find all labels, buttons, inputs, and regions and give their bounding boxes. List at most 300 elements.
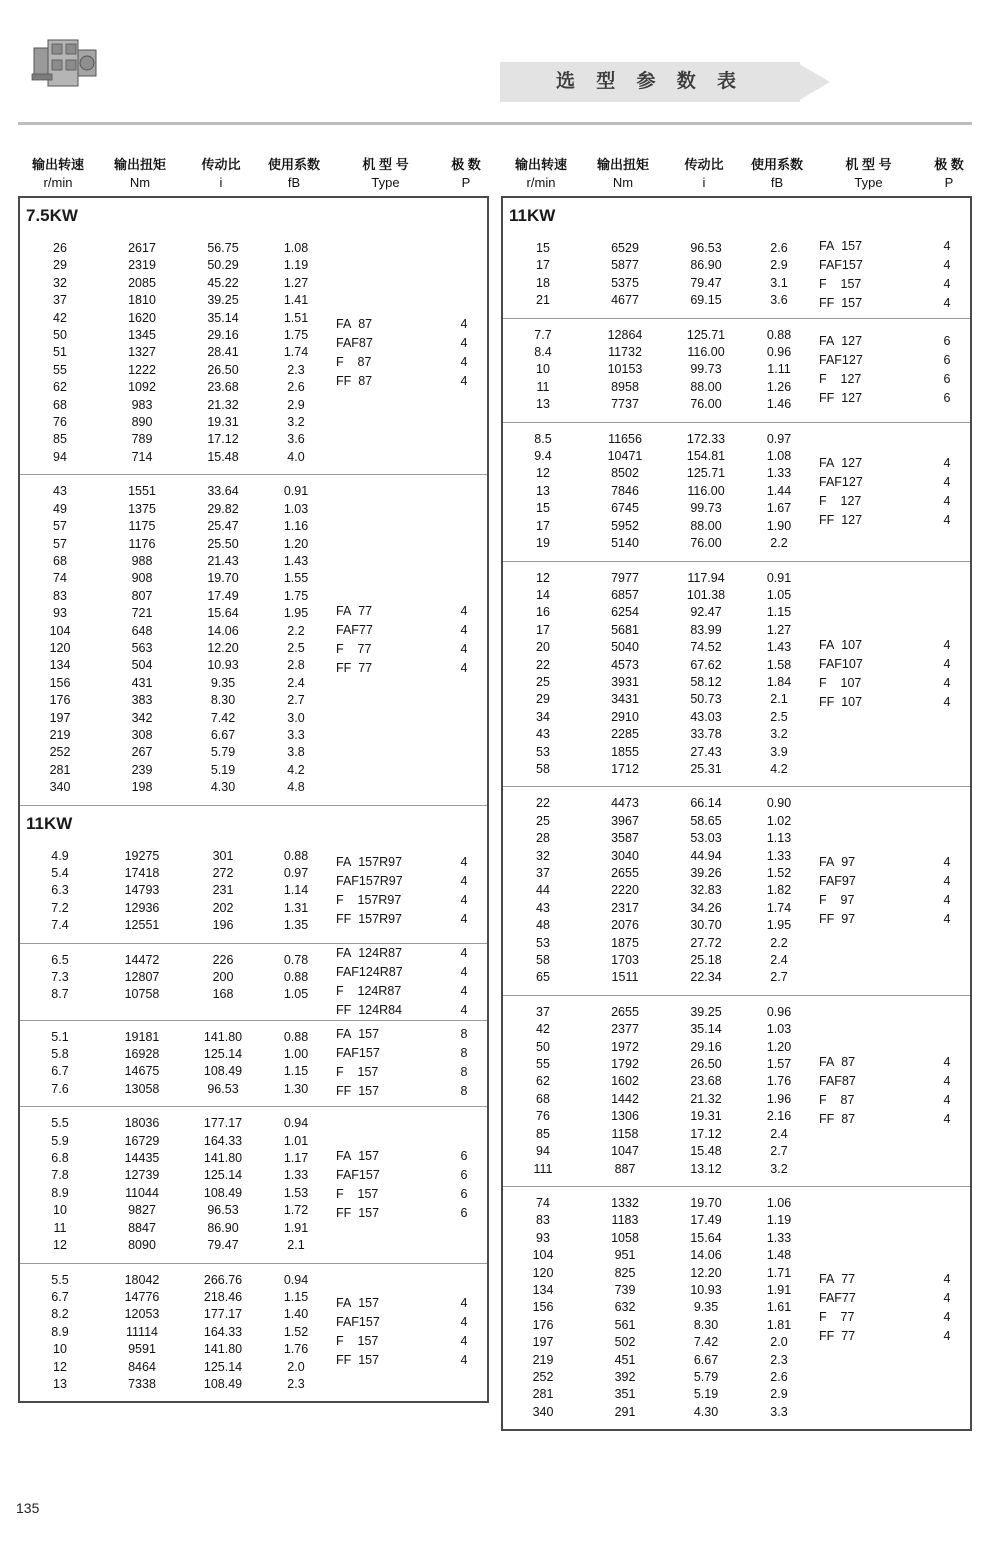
data-table xyxy=(501,196,972,1431)
cell-poles: 8 xyxy=(460,1046,468,1061)
cell-torque: 988 xyxy=(131,553,153,568)
cell-rpm: 252 xyxy=(532,1369,554,1384)
cell-type: FA 97 xyxy=(819,855,856,870)
cell-ratio: 5.19 xyxy=(210,762,236,777)
cell-torque: 4677 xyxy=(611,293,639,308)
cell-ratio: 25.18 xyxy=(690,953,722,968)
cell-rpm: 55 xyxy=(53,362,67,377)
cell-ratio: 76.00 xyxy=(690,397,722,412)
cell-torque: 807 xyxy=(131,588,153,603)
table-row xyxy=(20,397,330,414)
group-numbers xyxy=(503,319,813,422)
table-row xyxy=(20,257,330,274)
cell-rpm: 51 xyxy=(53,345,67,360)
cell-service-factor: 3.8 xyxy=(287,745,305,760)
cell-torque: 7846 xyxy=(611,483,639,498)
cell-service-factor: 1.52 xyxy=(283,1324,309,1339)
cell-torque: 7737 xyxy=(611,397,639,412)
cell-torque: 1855 xyxy=(611,744,639,759)
table-row xyxy=(20,1341,330,1358)
cell-poles: 4 xyxy=(460,1353,468,1368)
cell-ratio: 101.38 xyxy=(686,587,726,602)
cell-rpm: 6.8 xyxy=(51,1151,69,1166)
data-group xyxy=(503,1187,970,1429)
cell-ratio: 39.26 xyxy=(690,866,722,880)
cell-poles: 4 xyxy=(460,874,468,889)
cell-ratio: 14.06 xyxy=(690,1248,722,1263)
cell-torque: 18042 xyxy=(124,1272,160,1287)
cell-torque: 1345 xyxy=(128,328,156,343)
cell-rpm: 8.9 xyxy=(51,1324,69,1339)
cell-rpm: 13 xyxy=(536,483,550,498)
type-list xyxy=(330,1025,441,1101)
table-row xyxy=(503,1299,813,1316)
cell-rpm: 83 xyxy=(536,1213,550,1228)
cell-service-factor: 1.05 xyxy=(766,587,792,602)
cell-type: FA 124R87 xyxy=(336,945,403,960)
cell-service-factor: 1.00 xyxy=(283,1047,309,1062)
cell-service-factor: 0.88 xyxy=(283,1029,309,1044)
table-row xyxy=(20,431,330,448)
table-row xyxy=(503,1247,813,1264)
cell-ratio: 34.26 xyxy=(690,900,722,915)
cell-ratio: 17.12 xyxy=(690,1126,722,1141)
cell-rpm: 76 xyxy=(536,1109,550,1124)
cell-torque: 2377 xyxy=(611,1022,639,1037)
cell-ratio: 26.50 xyxy=(207,362,239,377)
cell-service-factor: 3.0 xyxy=(287,710,305,725)
cell-service-factor: 1.20 xyxy=(283,536,309,551)
cell-service-factor: 2.8 xyxy=(287,658,305,673)
cell-service-factor: 1.13 xyxy=(766,831,792,846)
cell-rpm: 68 xyxy=(53,397,67,412)
cell-service-factor: 2.9 xyxy=(287,397,305,412)
table-row xyxy=(503,483,813,500)
cell-service-factor: 2.7 xyxy=(287,693,305,708)
cell-torque: 648 xyxy=(131,623,153,638)
cell-service-factor: 1.95 xyxy=(283,606,309,621)
cell-service-factor: 0.88 xyxy=(766,327,792,342)
cell-service-factor: 1.72 xyxy=(283,1203,309,1218)
cell-torque: 19275 xyxy=(124,848,160,863)
cell-ratio: 39.25 xyxy=(207,293,239,308)
cell-type: FAF87 xyxy=(819,1073,856,1088)
cell-service-factor: 1.19 xyxy=(283,258,309,273)
cell-torque: 1092 xyxy=(128,380,156,395)
cell-torque: 2076 xyxy=(611,918,639,933)
cell-torque: 6745 xyxy=(611,501,639,516)
cell-type: FF 157 xyxy=(819,295,863,310)
group-types xyxy=(813,319,970,422)
cell-service-factor: 1.03 xyxy=(766,1022,792,1037)
cell-torque: 11114 xyxy=(126,1324,158,1339)
cell-type: FA 157R97 xyxy=(336,855,403,870)
cell-service-factor: 1.17 xyxy=(283,1151,309,1166)
pole-list xyxy=(441,1294,487,1370)
cell-service-factor: 1.01 xyxy=(283,1133,309,1148)
table-row xyxy=(503,813,813,830)
pole-list xyxy=(924,853,970,929)
group-numbers xyxy=(20,232,330,474)
cell-rpm: 74 xyxy=(536,1195,550,1210)
cell-rpm: 6.5 xyxy=(51,952,69,967)
type-list xyxy=(330,1294,441,1370)
cell-torque: 8502 xyxy=(611,466,639,481)
table-row xyxy=(20,344,330,361)
cell-torque: 1175 xyxy=(128,519,156,534)
cell-service-factor: 1.82 xyxy=(766,883,792,898)
cell-type: FA 87 xyxy=(819,1054,856,1069)
cell-poles: 4 xyxy=(460,317,468,332)
table-row xyxy=(503,726,813,743)
table-row xyxy=(503,518,813,535)
cell-ratio: 9.35 xyxy=(210,675,236,690)
cell-torque: 383 xyxy=(131,693,153,708)
cell-torque: 1792 xyxy=(611,1057,639,1072)
table-row xyxy=(503,1282,813,1299)
cell-ratio: 4.30 xyxy=(693,1404,719,1419)
type-list xyxy=(330,602,441,678)
cell-service-factor: 1.08 xyxy=(283,241,309,255)
cell-type: FAF127 xyxy=(819,474,863,489)
table-row xyxy=(503,1039,813,1056)
page-number: 135 xyxy=(16,1500,40,1516)
cell-ratio: 96.53 xyxy=(207,1203,239,1218)
cell-torque: 11044 xyxy=(125,1185,159,1200)
cell-torque: 1183 xyxy=(611,1213,639,1228)
cell-ratio: 9.35 xyxy=(693,1300,719,1315)
cell-type: FAF107 xyxy=(819,656,863,671)
cell-ratio: 108.49 xyxy=(203,1064,243,1079)
cell-ratio: 45.22 xyxy=(207,275,239,290)
cell-torque: 10758 xyxy=(124,987,160,1002)
cell-torque: 1327 xyxy=(128,345,156,360)
table-row xyxy=(20,414,330,431)
cell-ratio: 301 xyxy=(212,848,234,863)
table-row xyxy=(503,709,813,726)
cell-poles: 6 xyxy=(460,1148,468,1163)
table-row xyxy=(20,379,330,396)
cell-rpm: 42 xyxy=(53,310,67,325)
cell-poles: 4 xyxy=(460,855,468,870)
cell-ratio: 56.75 xyxy=(207,241,239,255)
cell-rpm: 18 xyxy=(536,275,550,290)
cell-rpm: 156 xyxy=(49,675,71,690)
cell-rpm: 252 xyxy=(49,745,71,760)
cell-rpm: 176 xyxy=(532,1317,554,1332)
cell-rpm: 104 xyxy=(532,1248,554,1263)
cell-service-factor: 3.9 xyxy=(770,744,788,759)
cell-rpm: 5.9 xyxy=(51,1133,69,1148)
type-list xyxy=(813,332,924,408)
cell-poles: 6 xyxy=(943,353,951,368)
cell-ratio: 32.83 xyxy=(690,883,722,898)
table-row xyxy=(20,240,330,257)
cell-torque: 14793 xyxy=(124,883,160,898)
cell-ratio: 99.73 xyxy=(690,362,722,377)
cell-rpm: 7.8 xyxy=(51,1168,69,1183)
cell-rpm: 6.7 xyxy=(51,1064,69,1079)
cell-rpm: 20 xyxy=(536,640,550,655)
cell-poles: 4 xyxy=(460,912,468,927)
header-torque: 输出扭矩 xyxy=(596,157,649,172)
cell-rpm: 7.6 xyxy=(51,1081,69,1096)
cell-torque: 2655 xyxy=(611,1004,639,1019)
cell-rpm: 25 xyxy=(536,674,550,689)
group-numbers xyxy=(20,944,330,1020)
cell-service-factor: 2.7 xyxy=(770,970,788,985)
cell-rpm: 50 xyxy=(53,328,67,343)
header-poles-unit: P xyxy=(461,175,471,190)
cell-poles: 4 xyxy=(943,1111,951,1126)
cell-service-factor: 1.03 xyxy=(283,501,309,516)
cell-ratio: 202 xyxy=(212,900,234,915)
cell-ratio: 108.49 xyxy=(203,1376,243,1391)
cell-ratio: 125.71 xyxy=(686,466,726,481)
cell-rpm: 13 xyxy=(536,397,550,412)
cell-torque: 12739 xyxy=(124,1168,160,1183)
cell-rpm: 76 xyxy=(53,415,67,430)
cell-ratio: 272 xyxy=(212,866,234,880)
cell-ratio: 96.53 xyxy=(690,241,722,255)
cell-service-factor: 0.91 xyxy=(766,570,792,585)
cell-type: FF 87 xyxy=(819,1111,856,1126)
cell-service-factor: 1.35 xyxy=(283,918,309,933)
header-service-factor: 使用系数 xyxy=(267,157,320,172)
cell-ratio: 5.19 xyxy=(693,1387,719,1402)
cell-ratio: 50.29 xyxy=(207,258,239,273)
group-numbers xyxy=(503,562,813,787)
cell-type: F 77 xyxy=(819,1310,855,1325)
cell-service-factor: 3.3 xyxy=(770,1404,788,1419)
cell-ratio: 141.80 xyxy=(203,1029,243,1044)
cell-service-factor: 1.43 xyxy=(283,553,309,568)
cell-ratio: 125.71 xyxy=(686,327,726,342)
cell-ratio: 35.14 xyxy=(690,1022,722,1037)
type-list xyxy=(813,1053,924,1129)
cell-ratio: 86.90 xyxy=(690,258,722,273)
cell-rpm: 50 xyxy=(536,1039,550,1054)
cell-torque: 10471 xyxy=(607,449,643,464)
table-row xyxy=(503,1334,813,1351)
cell-ratio: 33.78 xyxy=(690,727,722,742)
cell-service-factor: 1.40 xyxy=(283,1307,309,1322)
pole-list xyxy=(924,1053,970,1129)
type-list xyxy=(330,1147,441,1223)
table-row xyxy=(20,1289,330,1306)
cell-rpm: 8.4 xyxy=(534,345,552,360)
cell-poles: 4 xyxy=(460,1315,468,1330)
cell-ratio: 17.49 xyxy=(207,588,239,603)
cell-type: F 124R87 xyxy=(336,983,402,998)
header-type-unit: Type xyxy=(854,175,883,190)
cell-poles: 8 xyxy=(460,1065,468,1080)
data-group xyxy=(20,1107,487,1262)
cell-poles: 4 xyxy=(460,1334,468,1349)
cell-torque: 887 xyxy=(614,1161,636,1176)
table-row xyxy=(503,1230,813,1247)
table-row xyxy=(20,623,330,640)
cell-rpm: 104 xyxy=(49,623,71,638)
cell-ratio: 88.00 xyxy=(690,379,722,394)
group-numbers xyxy=(503,232,813,318)
table-row xyxy=(20,744,330,761)
table-row xyxy=(503,1352,813,1369)
cell-ratio: 27.43 xyxy=(690,744,722,759)
cell-service-factor: 4.2 xyxy=(287,762,305,777)
cell-torque: 1375 xyxy=(128,501,156,516)
table-row xyxy=(503,1317,813,1334)
data-table xyxy=(18,196,489,1403)
cell-ratio: 12.20 xyxy=(690,1265,722,1280)
cell-service-factor: 1.27 xyxy=(283,275,309,290)
cell-rpm: 5.1 xyxy=(51,1029,69,1044)
cell-ratio: 58.65 xyxy=(690,813,722,828)
cell-type: FAF157 xyxy=(336,1315,380,1330)
cell-rpm: 134 xyxy=(49,658,71,673)
header-type: 机 型 号 xyxy=(845,157,892,172)
table-row xyxy=(20,570,330,587)
table-row xyxy=(20,865,330,882)
table-row xyxy=(503,795,813,812)
cell-poles: 4 xyxy=(943,893,951,908)
banner xyxy=(500,62,830,102)
cell-ratio: 33.64 xyxy=(207,484,239,499)
cell-type: FAF157 xyxy=(819,257,863,272)
cell-service-factor: 2.0 xyxy=(770,1335,788,1350)
cell-service-factor: 1.74 xyxy=(283,345,309,360)
table-row xyxy=(503,292,813,309)
table-row xyxy=(503,327,813,344)
cell-ratio: 29.82 xyxy=(207,501,239,516)
cell-poles: 4 xyxy=(943,257,951,272)
cell-ratio: 25.47 xyxy=(207,519,239,534)
header-sf-unit: fB xyxy=(770,175,784,190)
pole-list xyxy=(924,237,970,313)
cell-poles: 4 xyxy=(460,893,468,908)
cell-service-factor: 1.33 xyxy=(766,848,792,863)
cell-ratio: 83.99 xyxy=(690,622,722,637)
table-row xyxy=(503,1404,813,1421)
cell-torque: 1712 xyxy=(611,761,639,776)
cell-rpm: 6.3 xyxy=(51,883,69,898)
group-numbers xyxy=(20,1021,330,1107)
group-types xyxy=(813,996,970,1186)
cell-torque: 789 xyxy=(131,432,153,447)
table-row xyxy=(20,588,330,605)
cell-poles: 4 xyxy=(943,656,951,671)
data-group xyxy=(503,996,970,1186)
cell-service-factor: 1.16 xyxy=(283,519,309,534)
table-row xyxy=(20,1272,330,1289)
table-row xyxy=(20,986,330,1003)
cell-torque: 3931 xyxy=(611,674,639,689)
cell-service-factor: 1.96 xyxy=(766,1091,792,1106)
cell-service-factor: 1.61 xyxy=(766,1300,792,1315)
group-types xyxy=(330,944,487,1020)
cell-poles: 4 xyxy=(943,474,951,489)
cell-rpm: 5.4 xyxy=(51,866,69,880)
cell-service-factor: 0.90 xyxy=(766,796,792,811)
table-row xyxy=(20,900,330,917)
cell-ratio: 15.64 xyxy=(207,606,239,621)
table-row xyxy=(20,1324,330,1341)
cell-rpm: 48 xyxy=(536,918,550,933)
cell-rpm: 94 xyxy=(53,449,67,464)
cell-poles: 4 xyxy=(943,1054,951,1069)
cell-rpm: 7.2 xyxy=(51,900,69,915)
cell-service-factor: 2.5 xyxy=(770,709,788,724)
cell-type: FAF157 xyxy=(336,1046,380,1061)
header-rpm: 输出转速 xyxy=(514,157,567,172)
type-list xyxy=(813,636,924,712)
cell-rpm: 37 xyxy=(53,293,67,308)
cell-rpm: 8.9 xyxy=(51,1185,69,1200)
cell-poles: 4 xyxy=(460,374,468,389)
cell-ratio: 17.12 xyxy=(207,432,239,447)
cell-type: FAF127 xyxy=(819,353,863,368)
cell-torque: 6857 xyxy=(611,587,639,602)
cell-ratio: 21.32 xyxy=(690,1091,722,1106)
cell-rpm: 7.3 xyxy=(51,970,69,985)
cell-poles: 4 xyxy=(943,1073,951,1088)
group-types xyxy=(330,840,487,943)
cell-service-factor: 1.15 xyxy=(283,1289,309,1304)
table-row xyxy=(20,605,330,622)
right-column xyxy=(501,150,972,1431)
cell-type: FF 157 xyxy=(336,1353,380,1368)
data-group xyxy=(20,1264,487,1402)
cell-poles: 6 xyxy=(460,1205,468,1220)
cell-torque: 12807 xyxy=(124,970,160,985)
cell-poles: 4 xyxy=(460,1002,468,1017)
cell-torque: 11732 xyxy=(608,345,642,360)
table-row xyxy=(503,240,813,257)
cell-type: F 87 xyxy=(819,1092,855,1107)
cell-poles: 6 xyxy=(943,334,951,349)
cell-torque: 5877 xyxy=(611,258,639,273)
cell-torque: 6254 xyxy=(611,605,639,620)
data-group xyxy=(20,840,487,943)
pole-list xyxy=(441,602,487,678)
cell-rpm: 15 xyxy=(536,241,550,255)
cell-torque: 1551 xyxy=(128,484,156,499)
cell-type: FAF77 xyxy=(336,622,373,637)
cell-torque: 16729 xyxy=(124,1133,160,1148)
cell-torque: 198 xyxy=(131,780,153,795)
cell-service-factor: 2.1 xyxy=(287,1238,305,1253)
cell-rpm: 93 xyxy=(53,606,67,621)
cell-service-factor: 1.08 xyxy=(766,449,792,464)
header-poles: 极 数 xyxy=(934,157,964,172)
cell-ratio: 17.49 xyxy=(690,1213,722,1228)
data-group xyxy=(20,1021,487,1107)
cell-rpm: 57 xyxy=(53,519,67,534)
cell-torque: 502 xyxy=(614,1335,636,1350)
cell-torque: 10153 xyxy=(607,362,643,377)
cell-poles: 6 xyxy=(943,391,951,406)
table-row xyxy=(503,882,813,899)
table-row xyxy=(20,1359,330,1376)
cell-type: FA 127 xyxy=(819,455,863,470)
pole-list xyxy=(924,1270,970,1346)
data-group xyxy=(503,319,970,422)
cell-type: FF 107 xyxy=(819,694,863,709)
cell-rpm: 219 xyxy=(49,727,71,742)
cell-ratio: 25.31 xyxy=(690,761,722,776)
cell-torque: 2319 xyxy=(128,258,156,273)
cell-rpm: 94 xyxy=(536,1144,550,1159)
